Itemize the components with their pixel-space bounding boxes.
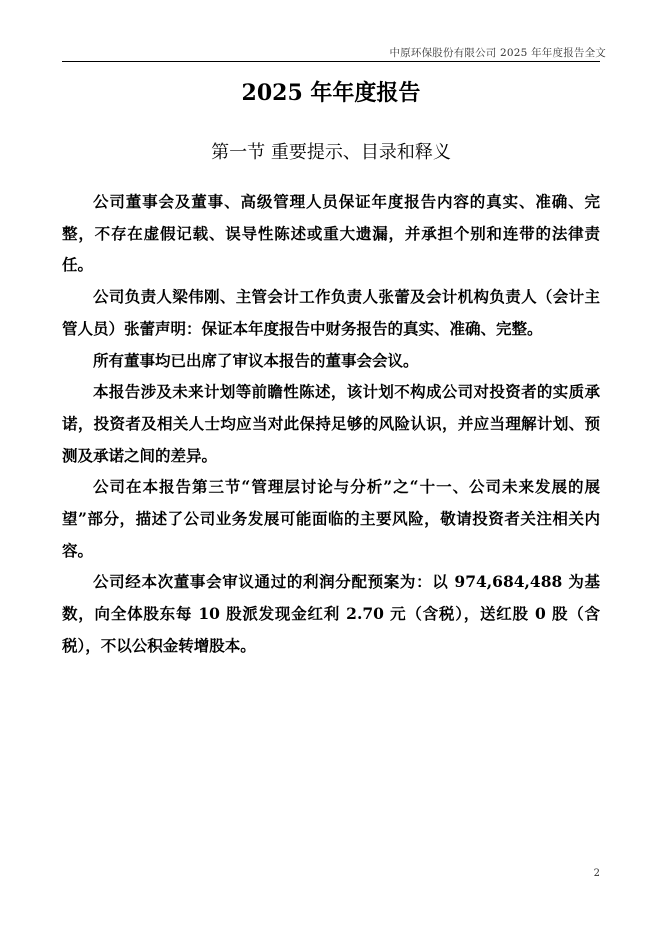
paragraph-profit-distribution: 公司经本次董事会审议通过的利润分配预案为：以 974,684,488 为基数，向全体股东每 10 股派发现金红利 2.70 元（含税），送红股 0 股（含税），不以公积金转增股本。 (62, 572, 600, 655)
paragraph-officer-statement: 公司负责人梁伟刚、主管会计工作负责人张蕾及会计机构负责人（会计主管人员）张蕾声明：保证本年度报告中财务报告的真实、准确、完整。 (62, 287, 600, 338)
report-title: 2025 年年度报告 (241, 80, 421, 106)
paragraph-board-guarantee: 公司董事会及董事、高级管理人员保证年度报告内容的真实、准确、完整，不存在虚假记载、误导性陈述或重大遗漏，并承担个别和连带的法律责任。 (62, 192, 600, 275)
page-number: 2 (593, 868, 600, 879)
notice-body (62, 186, 600, 662)
paragraph-forward-looking: 本报告涉及未来计划等前瞻性陈述，该计划不构成公司对投资者的实质承诺，投资者及相关人士均应当对此保持足够的风险认识，并应当理解计划、预测及承诺之间的差异。 (62, 382, 600, 465)
header-rule (62, 61, 600, 62)
running-header: 中原环保股份有限公司 2025 年年度报告全文 (389, 47, 606, 59)
section-title: 第一节 重要提示、目录和释义 (211, 142, 451, 163)
paragraph-board-attendance: 所有董事均已出席了审议本报告的董事会会议。 (93, 350, 419, 370)
paragraph-risk-notice: 公司在本报告第三节“管理层讨论与分析”之“十一、公司未来发展的展望”部分，描述了公司业务发展可能面临的主要风险，敬请投资者关注相关内容。 (62, 477, 600, 560)
